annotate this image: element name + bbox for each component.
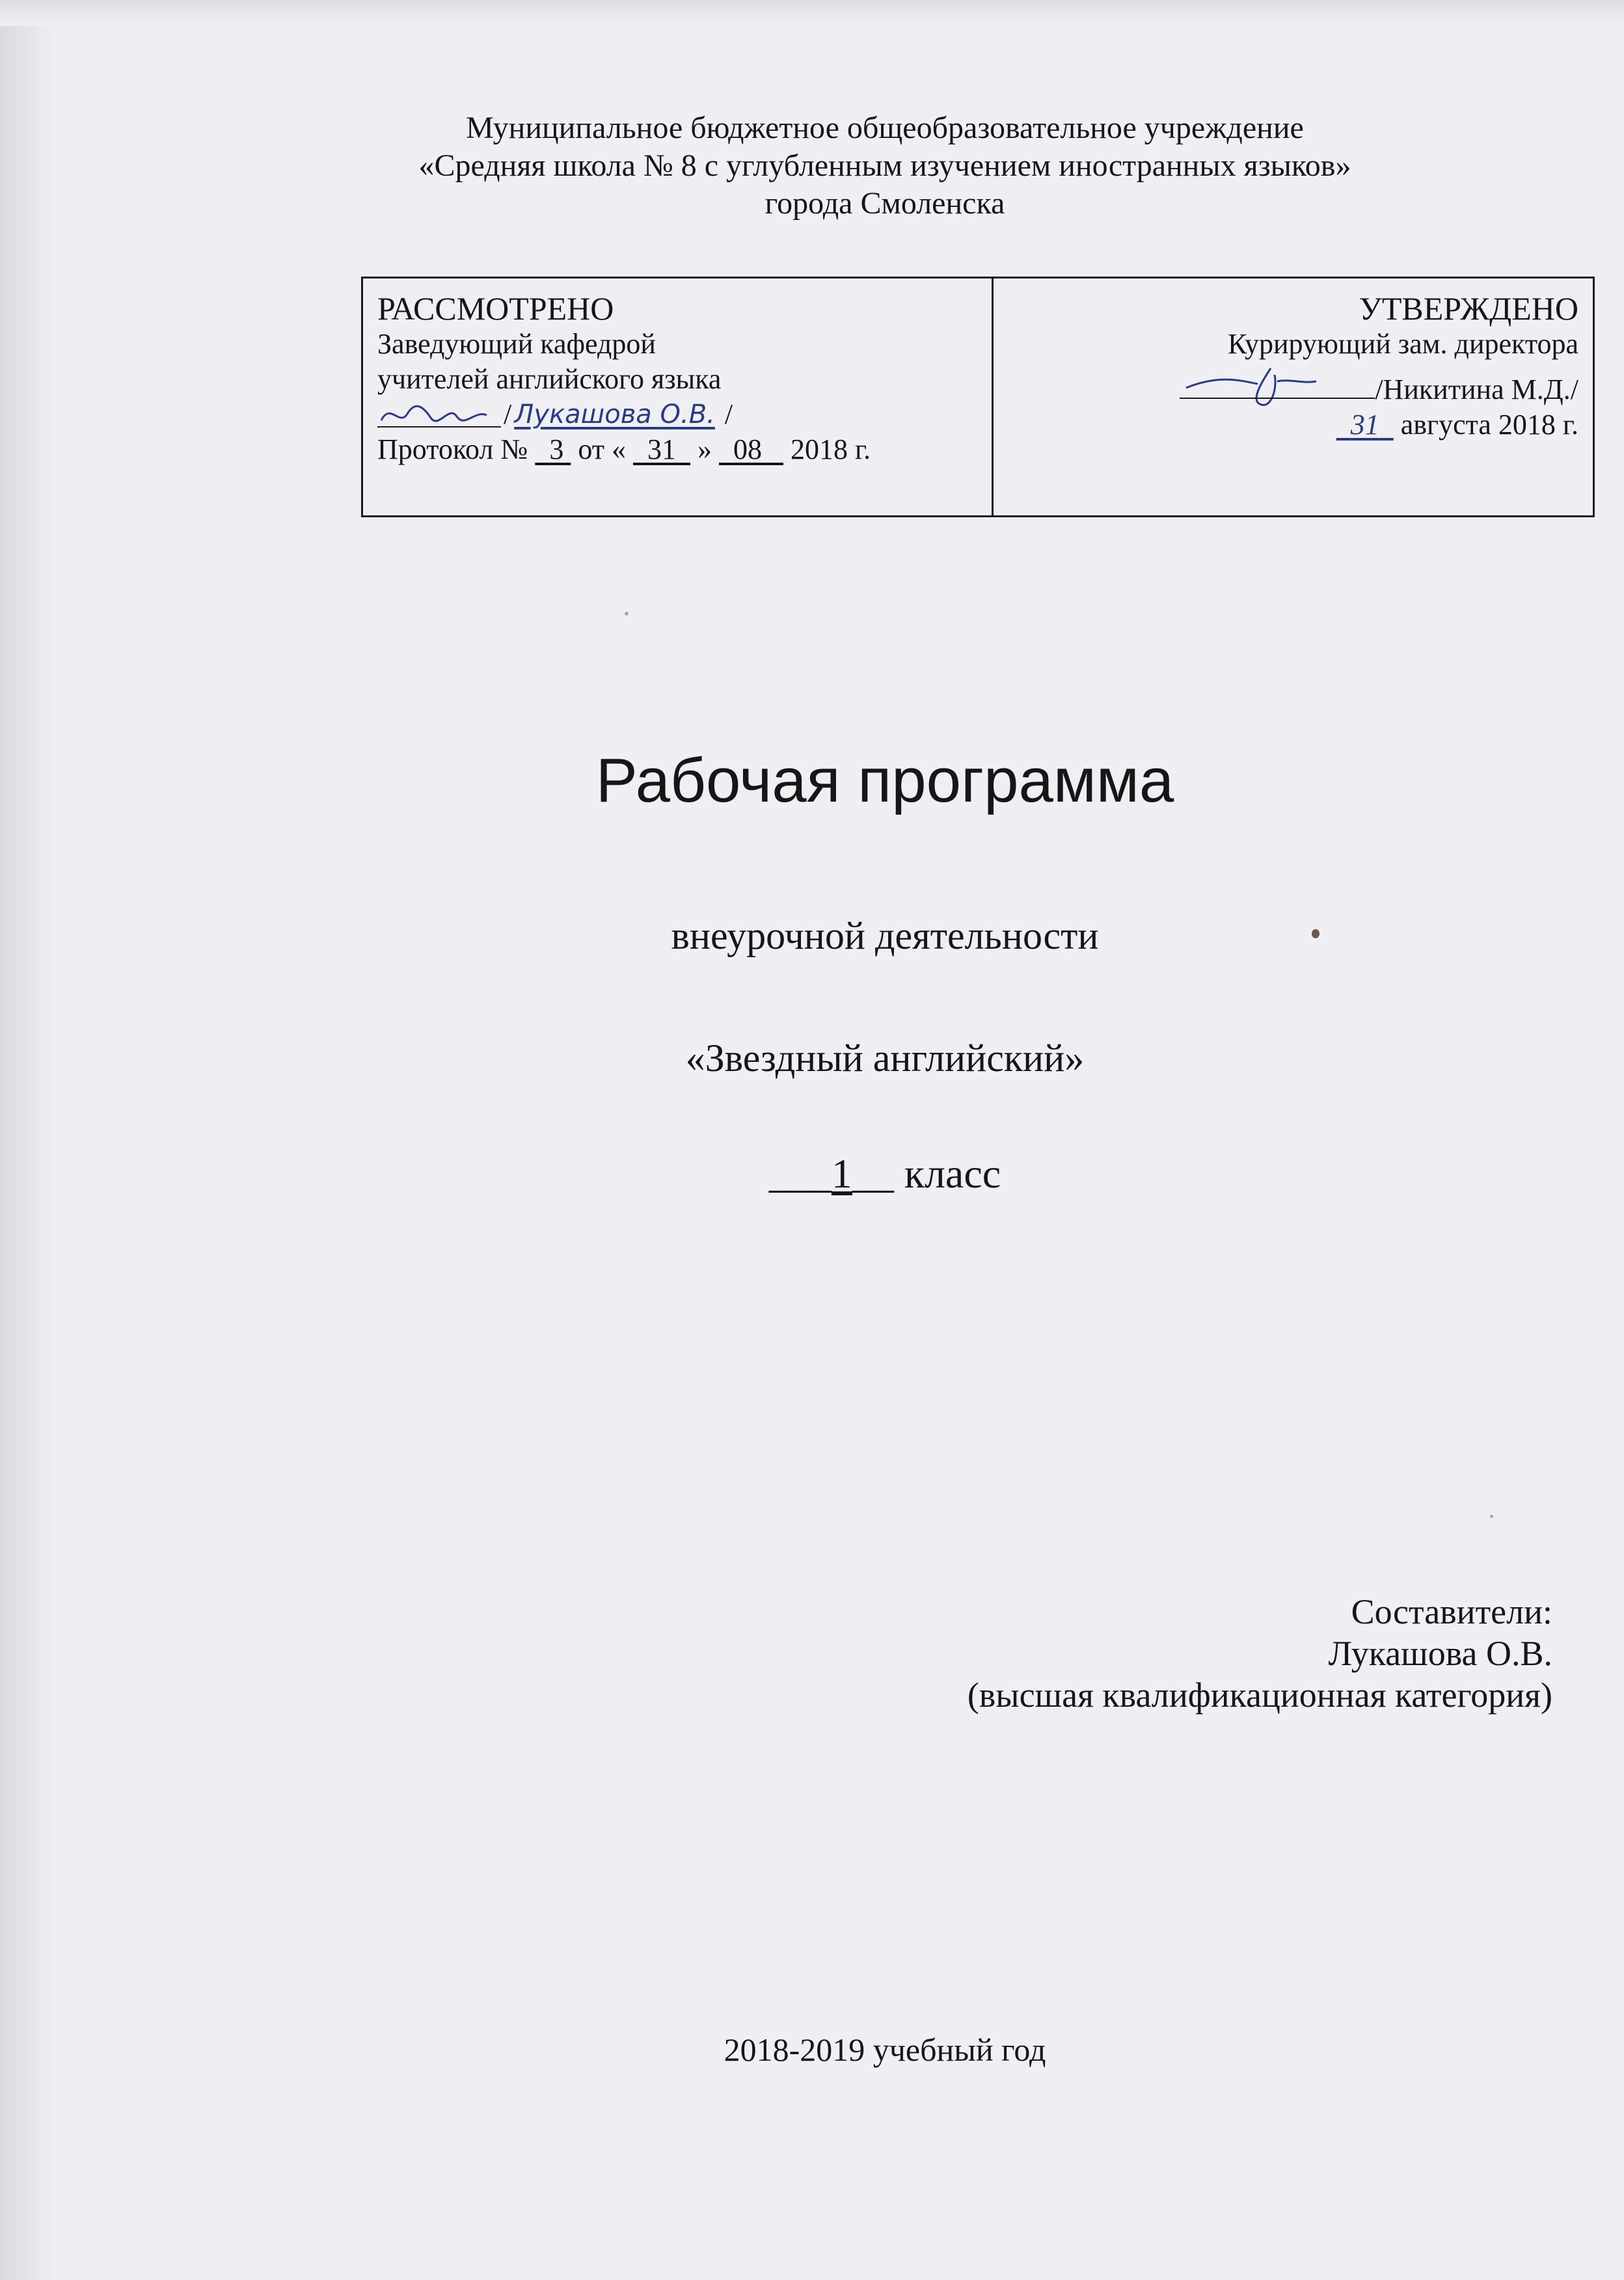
institution-line-1: Муниципальное бюджетное общеобразовательное учреждение [466, 111, 1304, 145]
approved-cell [994, 278, 1593, 515]
document-subtitle-course: «Звездный английский» [685, 1037, 1085, 1079]
protocol-line [377, 432, 992, 467]
compilers-label: Составители: [1351, 1592, 1552, 1631]
compiler-name: Лукашова О.В. [1328, 1634, 1552, 1673]
approval-date-line [994, 407, 1578, 442]
reviewer-position-line-1: Заведующий кафедрой [377, 328, 656, 360]
academic-year: 2018-2019 учебный год [724, 2031, 1046, 2068]
institution-line-2: «Средняя школа № 8 с углубленным изучением иностранных языков» [418, 148, 1351, 183]
approver-signature-name: /Никитина М.Д./ [1375, 373, 1578, 405]
paper-speck [1312, 929, 1320, 938]
institution-header [0, 109, 1624, 223]
slash-glyph: / [504, 398, 512, 430]
compilers-block [968, 1591, 1552, 1716]
paper-speck [1490, 1515, 1493, 1518]
grade-number: 1 [831, 1150, 852, 1197]
approval-day: 31 [1350, 409, 1379, 441]
document-subtitle-activity: внеурочной деятельности [671, 914, 1099, 957]
protocol-day: 31 [647, 433, 676, 465]
compiler-category: (высшая квалификационная категория) [967, 1676, 1552, 1715]
scan-shadow-top [0, 0, 1624, 26]
protocol-label: Протокол № [377, 433, 528, 465]
document-title: Рабочая программа [595, 746, 1174, 815]
paper-speck [625, 612, 629, 616]
slash-glyph: / [717, 398, 733, 430]
approval-table [361, 277, 1595, 517]
grade-suffix: __ класс [852, 1150, 1001, 1197]
reviewer-signature-scrawl [377, 397, 501, 432]
approver-signature-line [994, 362, 1578, 407]
approver-signature-scrawl [1180, 362, 1375, 407]
protocol-number: 3 [549, 433, 564, 465]
approval-date-rest: августа 2018 г. [1400, 409, 1578, 441]
scan-shadow-left [0, 0, 59, 2280]
protocol-year: 2018 г. [791, 433, 871, 465]
protocol-quote-close: » [697, 433, 712, 465]
grade-line [0, 1150, 1624, 1197]
reviewer-position-line-2: учителей английского языка [377, 363, 722, 395]
reviewed-cell [363, 278, 994, 515]
reviewer-signature-name: Лукашова О.В. [514, 400, 715, 429]
grade-prefix: ___ [768, 1150, 832, 1197]
protocol-month: 08 [733, 433, 762, 465]
reviewer-signature-line [377, 397, 992, 432]
reviewed-title: РАССМОТРЕНО [377, 290, 614, 327]
institution-line-3: города Смоленска [765, 186, 1005, 221]
approver-position: Курирующий зам. директора [1227, 328, 1578, 360]
protocol-from-label: от « [578, 433, 626, 465]
approved-title: УТВЕРЖДЕНО [1359, 290, 1578, 327]
